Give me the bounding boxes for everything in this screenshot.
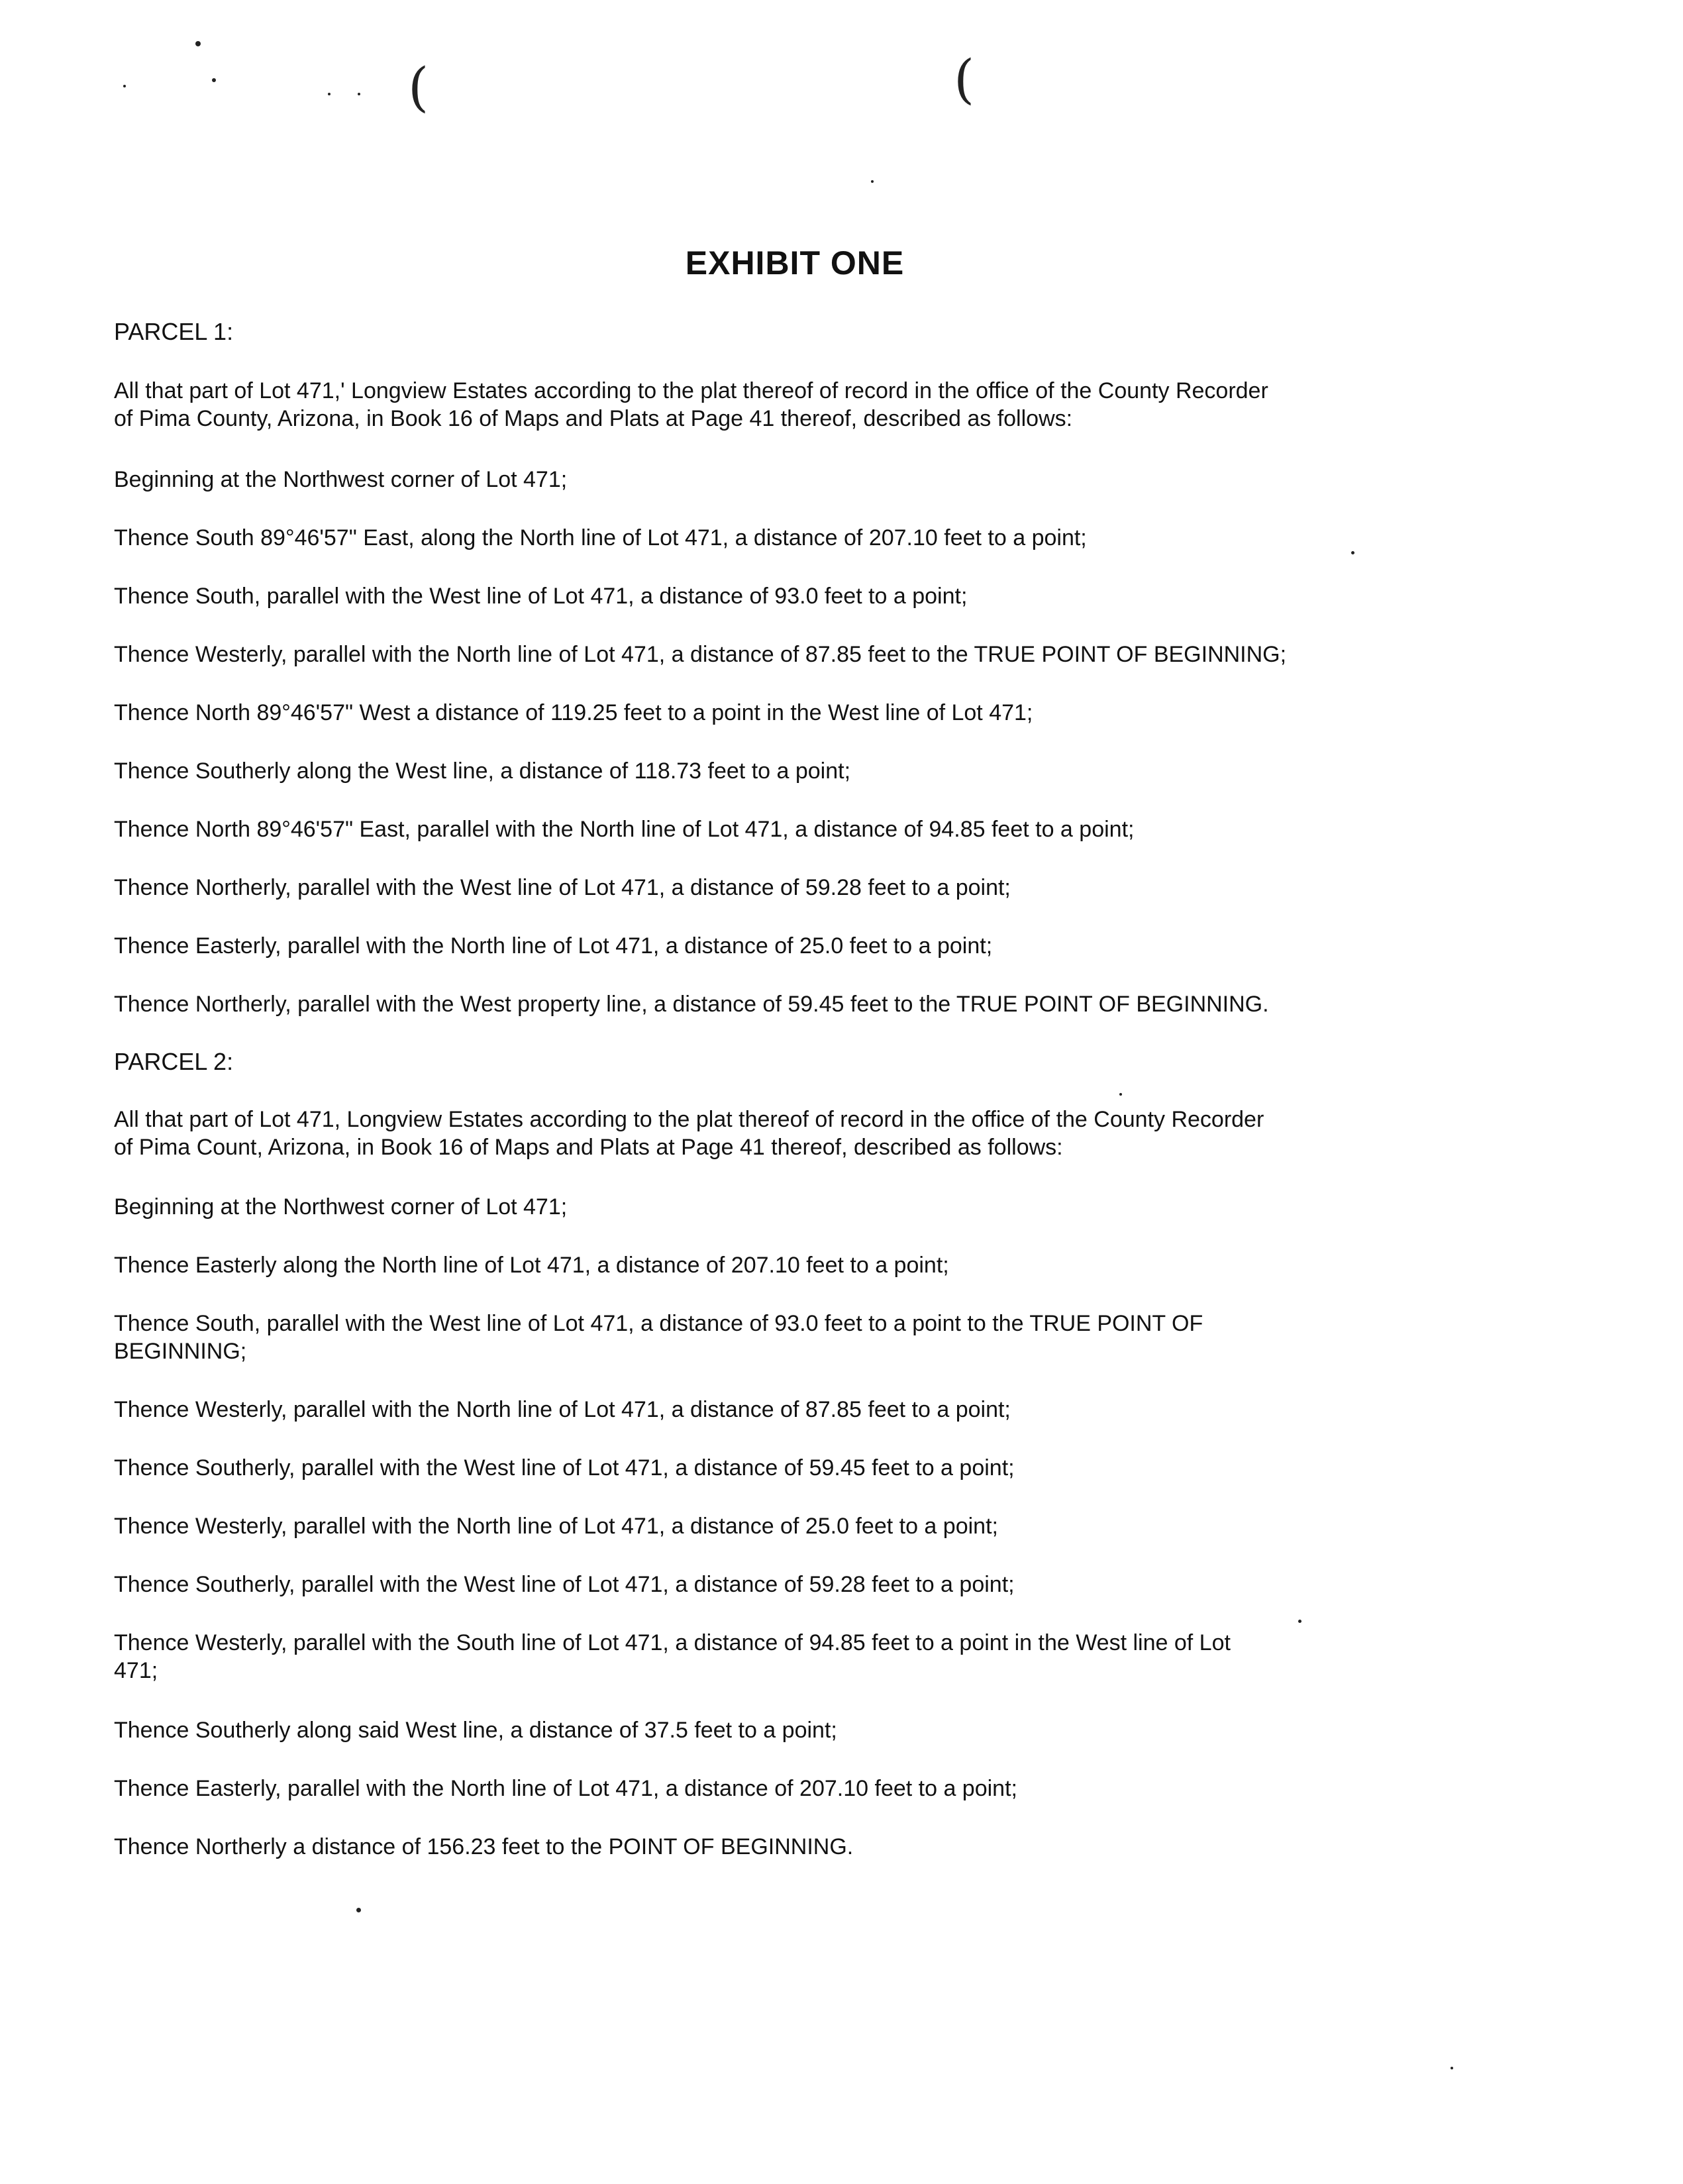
parcel1-course: Thence South 89°46'57" East, along the North line of Lot 471, a distance of 207.10 feet to a point;: [114, 525, 1087, 550]
parcel2-course: Thence Southerly along said West line, a distance of 37.5 feet to a point;: [114, 1718, 837, 1743]
parcel1-heading: PARCEL 1:: [114, 318, 234, 345]
scan-speck: [328, 93, 331, 95]
parcel2-course: Thence South, parallel with the West line of Lot 471, a distance of 93.0 feet to a point to the TRUE POINT OF: [114, 1311, 1203, 1336]
scan-speck: [358, 93, 360, 95]
parcel2-course: 471;: [114, 1658, 158, 1683]
parcel2-intro-line: All that part of Lot 471, Longview Estates according to the plat thereof of record in the office of the County Recorder: [114, 1107, 1264, 1132]
parcel1-intro-line: of Pima County, Arizona, in Book 16 of Maps and Plats at Page 41 thereof, described as follows:: [114, 406, 1073, 431]
scan-speck: [1298, 1620, 1301, 1623]
parcel1-course: Thence North 89°46'57" East, parallel with the North line of Lot 471, a distance of 94.85 feet to a point;: [114, 817, 1135, 842]
scan-mark-right: (: [954, 48, 975, 110]
parcel2-course: Thence Easterly, parallel with the North line of Lot 471, a distance of 207.10 feet to a point;: [114, 1776, 1017, 1801]
parcel1-course: Thence Northerly, parallel with the West line of Lot 471, a distance of 59.28 feet to a point;: [114, 875, 1011, 900]
scan-speck: [212, 78, 216, 82]
scan-speck: [123, 85, 126, 87]
scan-speck: [1451, 2067, 1453, 2069]
parcel1-intro-line: All that part of Lot 471,' Longview Estates according to the plat thereof of record in the office of the County Recorder: [114, 378, 1268, 403]
scan-speck: [195, 41, 201, 46]
parcel2-course: BEGINNING;: [114, 1339, 247, 1364]
parcel2-intro-line: of Pima Count, Arizona, in Book 16 of Maps and Plats at Page 41 thereof, described as follows:: [114, 1135, 1063, 1160]
parcel1-course: Thence Easterly, parallel with the North line of Lot 471, a distance of 25.0 feet to a point;: [114, 933, 993, 959]
parcel2-course: Thence Westerly, parallel with the North line of Lot 471, a distance of 87.85 feet to a point;: [114, 1397, 1011, 1422]
parcel1-course: Thence South, parallel with the West line of Lot 471, a distance of 93.0 feet to a point;: [114, 584, 968, 609]
scan-speck: [1119, 1093, 1122, 1096]
parcel1-course: Thence Southerly along the West line, a distance of 118.73 feet to a point;: [114, 758, 851, 784]
parcel2-course: Thence Southerly, parallel with the West line of Lot 471, a distance of 59.28 feet to a point;: [114, 1572, 1015, 1597]
parcel1-course: Thence Northerly, parallel with the West property line, a distance of 59.45 feet to the TRUE POINT OF BEGINNING.: [114, 992, 1269, 1017]
parcel2-course: Thence Southerly, parallel with the West line of Lot 471, a distance of 59.45 feet to a point;: [114, 1455, 1015, 1481]
page-title: EXHIBIT ONE: [685, 244, 905, 282]
scan-speck: [356, 1908, 361, 1912]
parcel2-heading: PARCEL 2:: [114, 1048, 234, 1075]
scan-speck: [871, 180, 874, 183]
parcel2-course: Thence Northerly a distance of 156.23 feet to the POINT OF BEGINNING.: [114, 1834, 854, 1859]
scan-mark-left: (: [408, 56, 429, 118]
parcel1-course: Thence North 89°46'57" West a distance of 119.25 feet to a point in the West line of Lot 471;: [114, 700, 1033, 725]
parcel2-course: Thence Westerly, parallel with the South line of Lot 471, a distance of 94.85 feet to a point in the West line of Lot: [114, 1630, 1231, 1655]
parcel1-course: Beginning at the Northwest corner of Lot 471;: [114, 467, 568, 492]
parcel2-course: Thence Easterly along the North line of Lot 471, a distance of 207.10 feet to a point;: [114, 1253, 949, 1278]
parcel2-course: Beginning at the Northwest corner of Lot 471;: [114, 1194, 568, 1220]
parcel2-course: Thence Westerly, parallel with the North line of Lot 471, a distance of 25.0 feet to a point;: [114, 1514, 998, 1539]
parcel1-course: Thence Westerly, parallel with the North line of Lot 471, a distance of 87.85 feet to the TRUE POINT OF BEGINNING;: [114, 642, 1287, 667]
